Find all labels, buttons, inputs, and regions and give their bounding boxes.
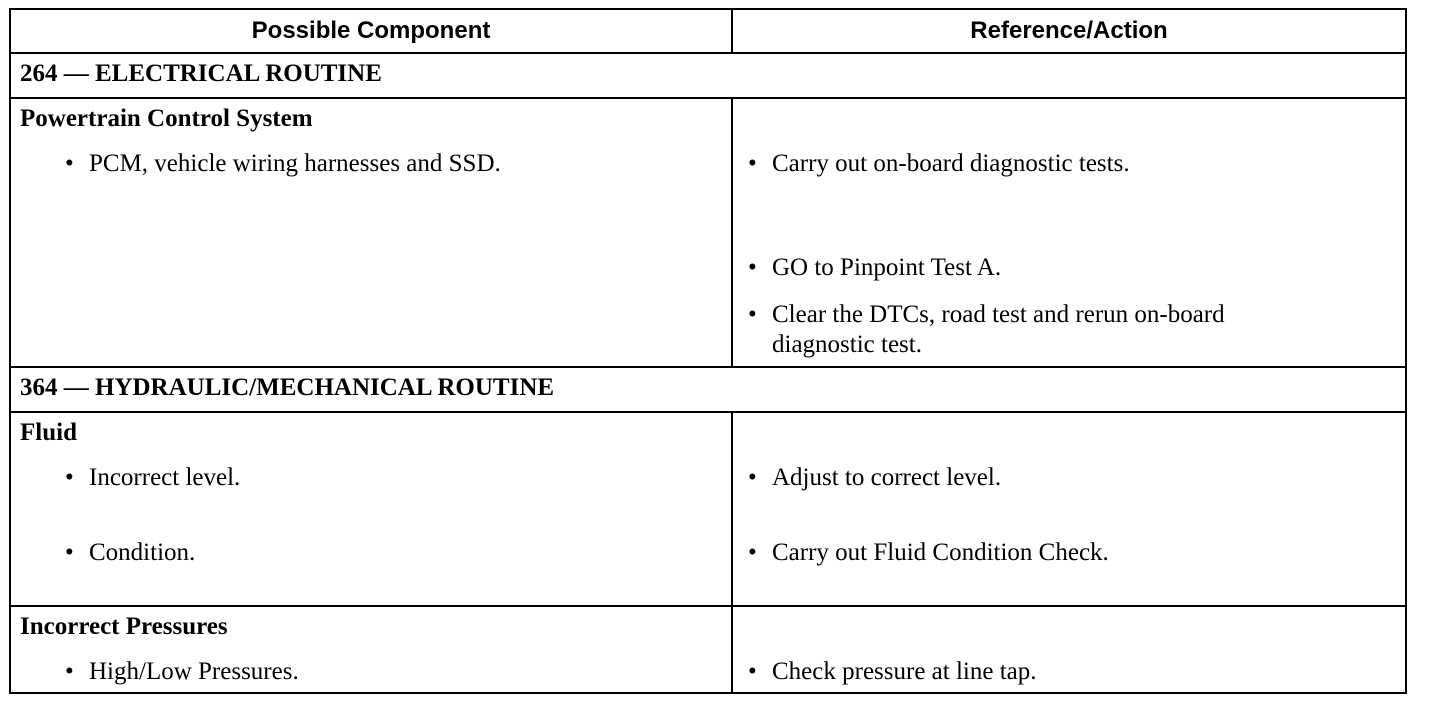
bullet-icon: •	[65, 539, 74, 566]
row-divider	[11, 97, 1405, 99]
component-item: • Incorrect level.	[65, 464, 241, 491]
bullet-icon: •	[748, 464, 757, 491]
bullet-icon: •	[748, 658, 757, 685]
column-divider	[731, 411, 733, 694]
section-title-hydraulic-mechanical: 364 — HYDRAULIC/MECHANICAL ROUTINE	[20, 374, 555, 401]
action-item: • GO to Pinpoint Test A.	[748, 254, 1002, 281]
action-item: • Carry out Fluid Condition Check.	[748, 539, 1109, 566]
action-item: • Check pressure at line tap.	[748, 658, 1037, 685]
component-item: • Condition.	[65, 539, 196, 566]
row-divider	[11, 366, 1405, 368]
bullet-icon: •	[748, 254, 757, 281]
action-item: • Adjust to correct level.	[748, 464, 1002, 491]
group-powertrain-control-system: Powertrain Control System	[20, 105, 313, 132]
column-header-reference-action: Reference/Action	[970, 17, 1168, 44]
row-divider	[11, 411, 1405, 413]
group-incorrect-pressures: Incorrect Pressures	[20, 613, 228, 640]
action-item: • Carry out on-board diagnostic tests.	[748, 150, 1130, 177]
bullet-icon: •	[65, 658, 74, 685]
row-divider	[11, 52, 1405, 54]
action-item: • Clear the DTCs, road test and rerun on-board diagnostic test.	[748, 301, 1225, 358]
bullet-icon: •	[748, 301, 757, 328]
diagnostic-table	[9, 8, 1407, 694]
column-divider	[731, 97, 733, 366]
column-header-possible-component: Possible Component	[251, 17, 491, 44]
group-fluid: Fluid	[20, 419, 77, 446]
bullet-icon: •	[65, 464, 74, 491]
bullet-icon: •	[748, 539, 757, 566]
section-title-electrical: 264 — ELECTRICAL ROUTINE	[20, 60, 382, 87]
row-divider	[11, 605, 1405, 607]
component-item: • PCM, vehicle wiring harnesses and SSD.	[65, 150, 501, 177]
bullet-icon: •	[65, 150, 74, 177]
component-item: • High/Low Pressures.	[65, 658, 299, 685]
bullet-icon: •	[748, 150, 757, 177]
